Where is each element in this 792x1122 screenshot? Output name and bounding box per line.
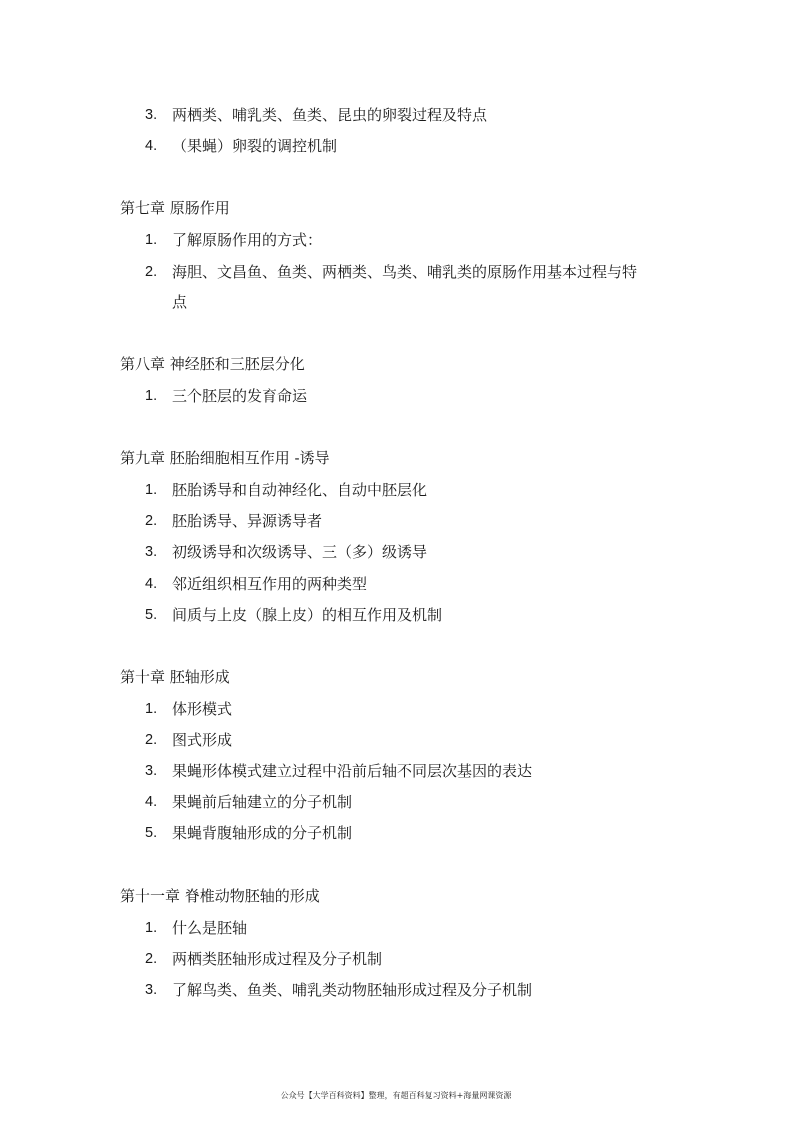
item-number: 4. bbox=[145, 138, 158, 154]
item-text: 体形模式 bbox=[172, 700, 233, 718]
chapter-heading: 第七章 原肠作用 bbox=[120, 199, 230, 217]
item-number: 1. bbox=[145, 388, 158, 404]
item-number: 4. bbox=[145, 794, 158, 810]
chapter-heading: 第十章 胚轴形成 bbox=[120, 668, 230, 686]
item-text: 什么是胚轴 bbox=[172, 919, 248, 937]
item-number: 3. bbox=[145, 763, 158, 779]
item-number: 2. bbox=[145, 951, 158, 967]
item-text: 果蝇形体模式建立过程中沿前后轴不同层次基因的表达 bbox=[172, 762, 533, 780]
item-number: 2. bbox=[145, 732, 158, 748]
item-text: 果蝇前后轴建立的分子机制 bbox=[172, 793, 353, 811]
item-text: 果蝇背腹轴形成的分子机制 bbox=[172, 824, 353, 842]
item-number: 2. bbox=[145, 513, 158, 529]
item-number: 2. bbox=[145, 264, 158, 280]
item-number: 1. bbox=[145, 232, 158, 248]
item-text: 间质与上皮（腺上皮）的相互作用及机制 bbox=[172, 606, 443, 624]
item-number: 1. bbox=[145, 920, 158, 936]
item-number: 4. bbox=[145, 576, 158, 592]
item-text: 三个胚层的发育命运 bbox=[172, 387, 308, 405]
page-footer: 公众号【大学百科资料】整理，有超百科复习资料+海量网课资源 bbox=[280, 1091, 512, 1100]
item-text: 了解原肠作用的方式： bbox=[172, 231, 323, 249]
chapter-heading: 第九章 胚胎细胞相互作用 -诱导 bbox=[120, 449, 330, 467]
item-number: 5. bbox=[145, 607, 158, 623]
item-number: 3. bbox=[145, 982, 158, 998]
item-text: 两栖类、哺乳类、鱼类、昆虫的卵裂过程及特点 bbox=[172, 106, 488, 124]
item-number: 1. bbox=[145, 482, 158, 498]
chapter-heading: 第八章 神经胚和三胚层分化 bbox=[120, 355, 305, 373]
item-number: 3. bbox=[145, 107, 158, 123]
item-number: 1. bbox=[145, 701, 158, 717]
item-text: 胚胎诱导和自动神经化、自动中胚层化 bbox=[172, 481, 428, 499]
item-text: 初级诱导和次级诱导、三（多）级诱导 bbox=[172, 543, 428, 561]
item-text: 了解鸟类、鱼类、哺乳类动物胚轴形成过程及分子机制 bbox=[172, 981, 533, 999]
item-text: 邻近组织相互作用的两种类型 bbox=[172, 575, 368, 593]
item-number: 5. bbox=[145, 825, 158, 841]
item-text: 胚胎诱导、异源诱导者 bbox=[172, 512, 323, 530]
item-number: 3. bbox=[145, 544, 158, 560]
item-text: 图式形成 bbox=[172, 731, 233, 749]
chapter-heading: 第十一章 脊椎动物胚轴的形成 bbox=[120, 887, 320, 905]
item-text: （果蝇）卵裂的调控机制 bbox=[172, 137, 338, 155]
item-text: 两栖类胚轴形成过程及分子机制 bbox=[172, 950, 383, 968]
item-text: 海胆、文昌鱼、鱼类、两栖类、鸟类、哺乳类的原肠作用基本过程与特 bbox=[172, 263, 638, 281]
item-text-continued: 点 bbox=[172, 293, 188, 311]
